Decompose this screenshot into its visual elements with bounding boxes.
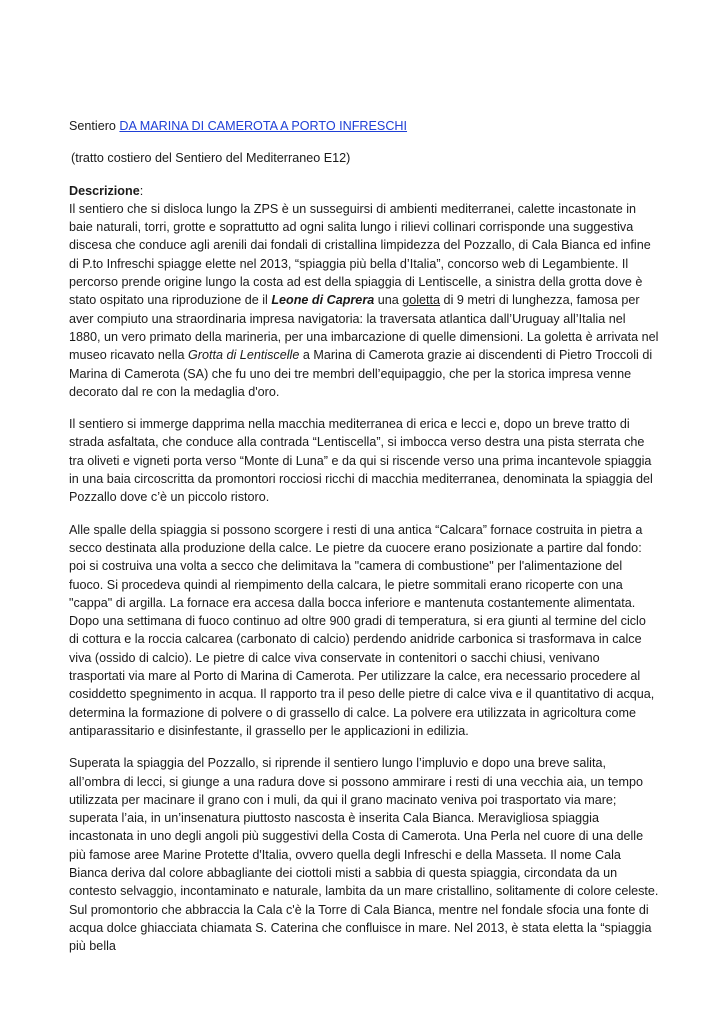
leone-di-caprera-text: Leone di Caprera	[271, 293, 375, 308]
trail-prefix: Sentiero	[69, 119, 120, 133]
trail-subtitle: (tratto costiero del Sentiero del Mediterraneo E12)	[71, 151, 351, 166]
paragraph-intro	[69, 200, 659, 401]
goletta-link[interactable]: goletta	[402, 293, 441, 308]
paragraph-intro-part-a: Il sentiero che si disloca lungo la ZPS è un susseguirsi di ambienti mediterranei, calette incastonate in baie naturali, torri, grotte e soprattutto ad ogni salita lungo i rilievi collinari corrisponde una suggestiva discesa che conduce agli arenili dai fondali di cristallina limpidezza del Pozzallo, di Cala Bianca ed infine di P.to Infreschi spiagge elette nel 2013, “spiaggia più bella d’Italia”, concorso web di Legambiente. Il percorso prende origine lungo la costa ad est della spiaggia di Lentiscelle, a sinistra della grotta dove è stato ospitato una riproduzione de il	[69, 201, 651, 308]
description-heading	[69, 182, 659, 200]
paragraph-intro-part-b: una	[374, 293, 403, 308]
description-colon: :	[139, 183, 144, 198]
trail-link[interactable]: DA MARINA DI CAMEROTA A PORTO INFRESCHI	[119, 119, 408, 133]
description-label: Descrizione	[69, 183, 140, 198]
paragraph-intro-part-d: a Marina di Camerota grazie ai discendenti di Pietro Troccoli di Marina di Camerota (SA) che fu uno dei tre membri dell’equipaggio, che per la storica impresa venne decorato dal re con la medaglia d'oro.	[69, 348, 653, 399]
grotta-di-lentiscelle-text: Grotta di Lentiscelle	[188, 348, 300, 363]
paragraph-calcara: Alle spalle della spiaggia si possono scorgere i resti di una antica “Calcara” fornace costruita in pietra a secco destinata alla produzione della calce. Le pietre da cuocere erano posizionate a partire dal fondo: poi si costruiva una volta a secco che delimitava la "camera di combustione" per l'alimentazione del fuoco. Si procedeva quindi al riempimento della calcara, le pietre sommitali erano ricoperte con una "cappa" di argilla. La fornace era accesa dalla bocca inferiore e mantenuta costantemente alimentata. Dopo una settimana di fuoco continuo ad oltre 900 gradi di temperatura, si era giunti al termine del ciclo di cottura e la roccia calcarea (carbonato di calcio) perdendo anidride carbonica si trasformava in calce viva (ossido di calcio). Le pietre di calce viva conservate in contenitori o sacchi chiusi, venivano trasportati via mare al Porto di Marina di Camerota. Per utilizzare la calce, era necessario procedere al cosiddetto spegnimento in acqua. Il rapporto tra il peso delle pietre di calce viva e il quantitativo di acqua, determina la formazione di polvere o di grassello di calce. La polvere era utilizzata in agricoltura come antiparassitario e disinfestante, il grassello per le applicazioni in edilizia.	[69, 522, 655, 738]
document-page	[69, 117, 659, 969]
trail-title	[69, 117, 659, 135]
paragraph-cala-bianca: Superata la spiaggia del Pozzallo, si riprende il sentiero lungo l’impluvio e dopo una breve salita, all’ombra di lecci, si giunge a una radura dove si possono ammirare i resti di una vecchia aia, un tempo utilizzata per macinare il grano con i muli, da qui il grano macinato veniva poi trasportato via mare; superata l’aia, in un’insenatura piuttosto nascosta è inserita Cala Bianca. Meravigliosa spiaggia incastonata in uno degli angoli più suggestivi della Costa di Camerota. Una Perla nel cuore di una delle più famose aree Marine Protette d'Italia, ovvero quella degli Infreschi e della Masseta. Il nome Cala Bianca deriva dal colore abbagliante dei ciottoli misti a sabbia di questa spiaggia, circondata da un contesto selvaggio, incontaminato e naturale, lambita da un mare cristallino, solitamente di colore celeste. Sul promontorio che abbraccia la Cala c'è la Torre di Cala Bianca, mentre nel fondale sfocia una fonte di acqua dolce ghiacciata chiamata S. Caterina che confluisce in mare. Nel 2013, è stata eletta la “spiaggia più bella	[69, 756, 659, 954]
paragraph-intro-part-c: di 9 metri di lunghezza, famosa per aver compiuto una straordinaria impresa navigatoria: la traversata atlantica dall’Uruguay all’Italia nel 1880, un vero primato della marineria, per una imbarcazione di quelle dimensioni. La goletta è arrivata nel museo ricavato nella	[69, 293, 659, 363]
paragraph-pozzallo: Il sentiero si immerge dapprima nella macchia mediterranea di erica e lecci e, dopo un breve tratto di strada asfaltata, che conduce alla contrada “Lentiscella”, si imbocca verso destra una pista sterrata che tra oliveti e vigneti porta verso “Monte di Luna” e da qui si riscende verso una prima incantevole spiaggia in una baia circoscritta da promontori rocciosi ricchi di macchia mediterranea, denominata la spiaggia del Pozzallo dove c’è un piccolo ristoro.	[69, 417, 653, 505]
